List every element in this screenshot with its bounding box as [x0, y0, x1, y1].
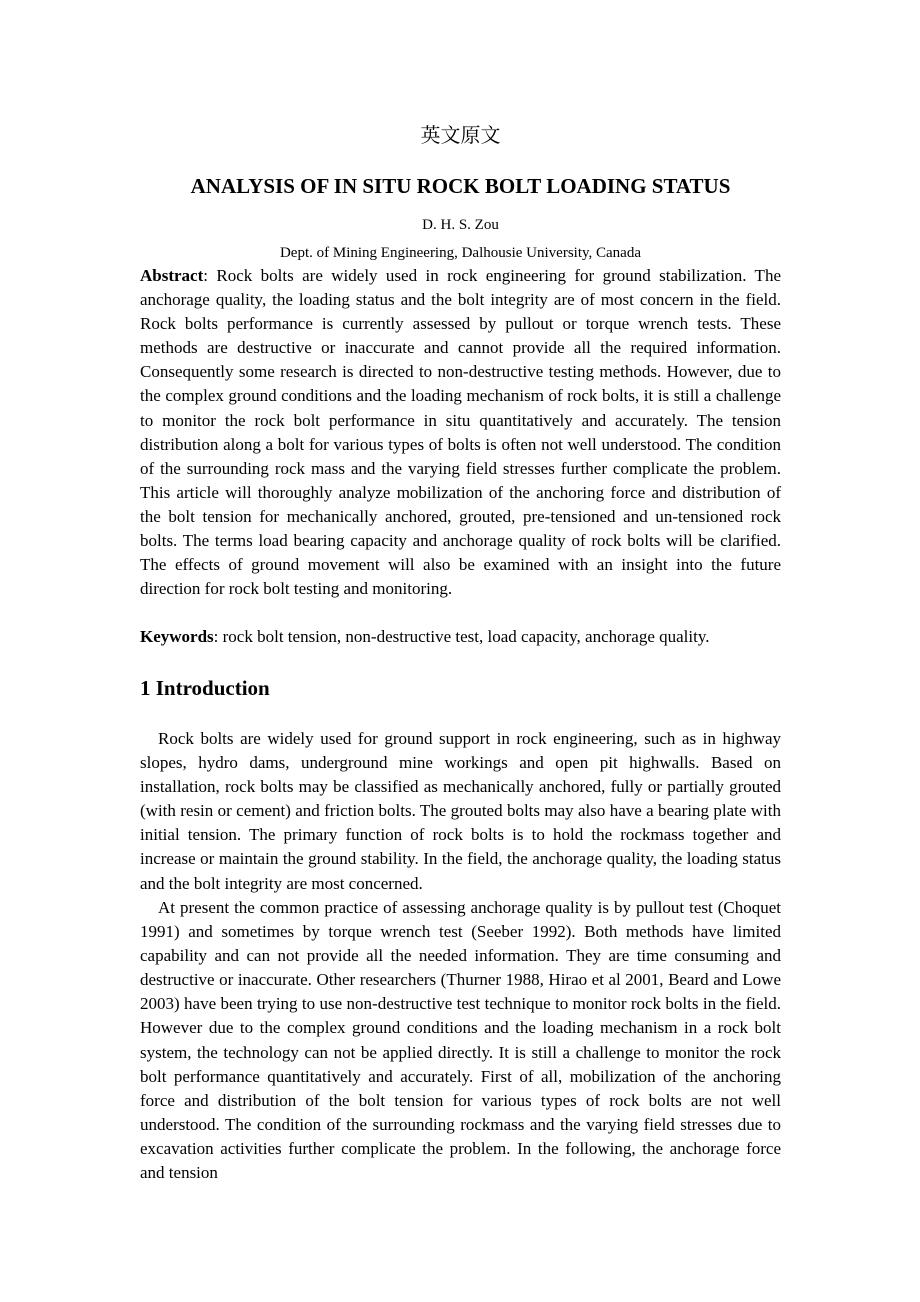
affiliation: Dept. of Mining Engineering, Dalhousie University, Canada — [279, 245, 642, 261]
author: D. H. S. Zou — [422, 217, 499, 233]
paragraph: Rock bolts are widely used for ground support in rock engineering, such as in highway slopes, hydro dams, underground mine workings and open pit highwalls. Based on installation, rock bolts may be classified as mechanically anchored, fully or partially grouted (with resin or cement) and friction bolts. The grouted bolts may also have a bearing plate with initial tension. The primary function of rock bolts is to hold the rockmass together and increase or maintain the ground stability. In the field, the anchorage quality, the loading status and the bolt integrity are most concerned. — [140, 729, 781, 893]
chinese-heading: 英文原文 — [420, 123, 501, 147]
paper-title: ANALYSIS OF IN SITU ROCK BOLT LOADING STATUS — [190, 174, 731, 198]
keywords — [140, 625, 781, 649]
keywords-text: : rock bolt tension, non-destructive test, load capacity, anchorage quality. — [213, 627, 710, 646]
abstract-label: Abstract — [140, 266, 204, 285]
abstract-text: : Rock bolts are widely used in rock engineering for ground stabilization. The anchorage quality, the loading status and the bolt integrity are of most concern in the field. Rock bolts performance is currently assessed by pullout or torque wrench tests. These methods are destructive or inaccurate and cannot provide all the required information. Consequently some research is directed to non-destructive testing methods. However, due to the complex ground conditions and the loading mechanism of rock bolts, it is still a challenge to monitor the rock bolt performance in situ quantitatively and accurately. The tension distribution along a bolt for various types of bolts is often not well understood. The condition of the surrounding rock mass and the varying field stresses further complicate the problem. This article will thoroughly analyze mobilization of the anchoring force and distribution of the bolt tension for mechanically anchored, grouted, pre-tensioned and un-tensioned rock bolts. The terms load bearing capacity and anchorage quality of rock bolts will be clarified. The effects of ground movement will also be examined with an insight into the future direction for rock bolt testing and monitoring. — [140, 266, 781, 599]
abstract — [140, 264, 781, 601]
paragraph: At present the common practice of assessing anchorage quality is by pullout test (Choquet 1991) and sometimes by torque wrench test (Seeber 1992). Both methods have limited capability and can not provide all the needed information. They are time consuming and destructive or inaccurate. Other researchers (Thurner 1988, Hirao et al 2001, Beard and Lowe 2003) have been trying to use non-destructive test technique to monitor rock bolts in the field. However due to the complex ground conditions and the loading mechanism in a rock bolt system, the technology can not be applied directly. It is still a challenge to monitor the rock bolt performance quantitatively and accurately. First of all, mobilization of the anchoring force and distribution of the bolt tension for various types of rock bolts are not well understood. The condition of the surrounding rockmass and the varying field stresses due to excavation activities further complicate the problem. In the following, the anchorage force and tension — [140, 898, 781, 1183]
keywords-label: Keywords — [140, 627, 214, 646]
section-heading-introduction: 1 Introduction — [140, 676, 270, 700]
